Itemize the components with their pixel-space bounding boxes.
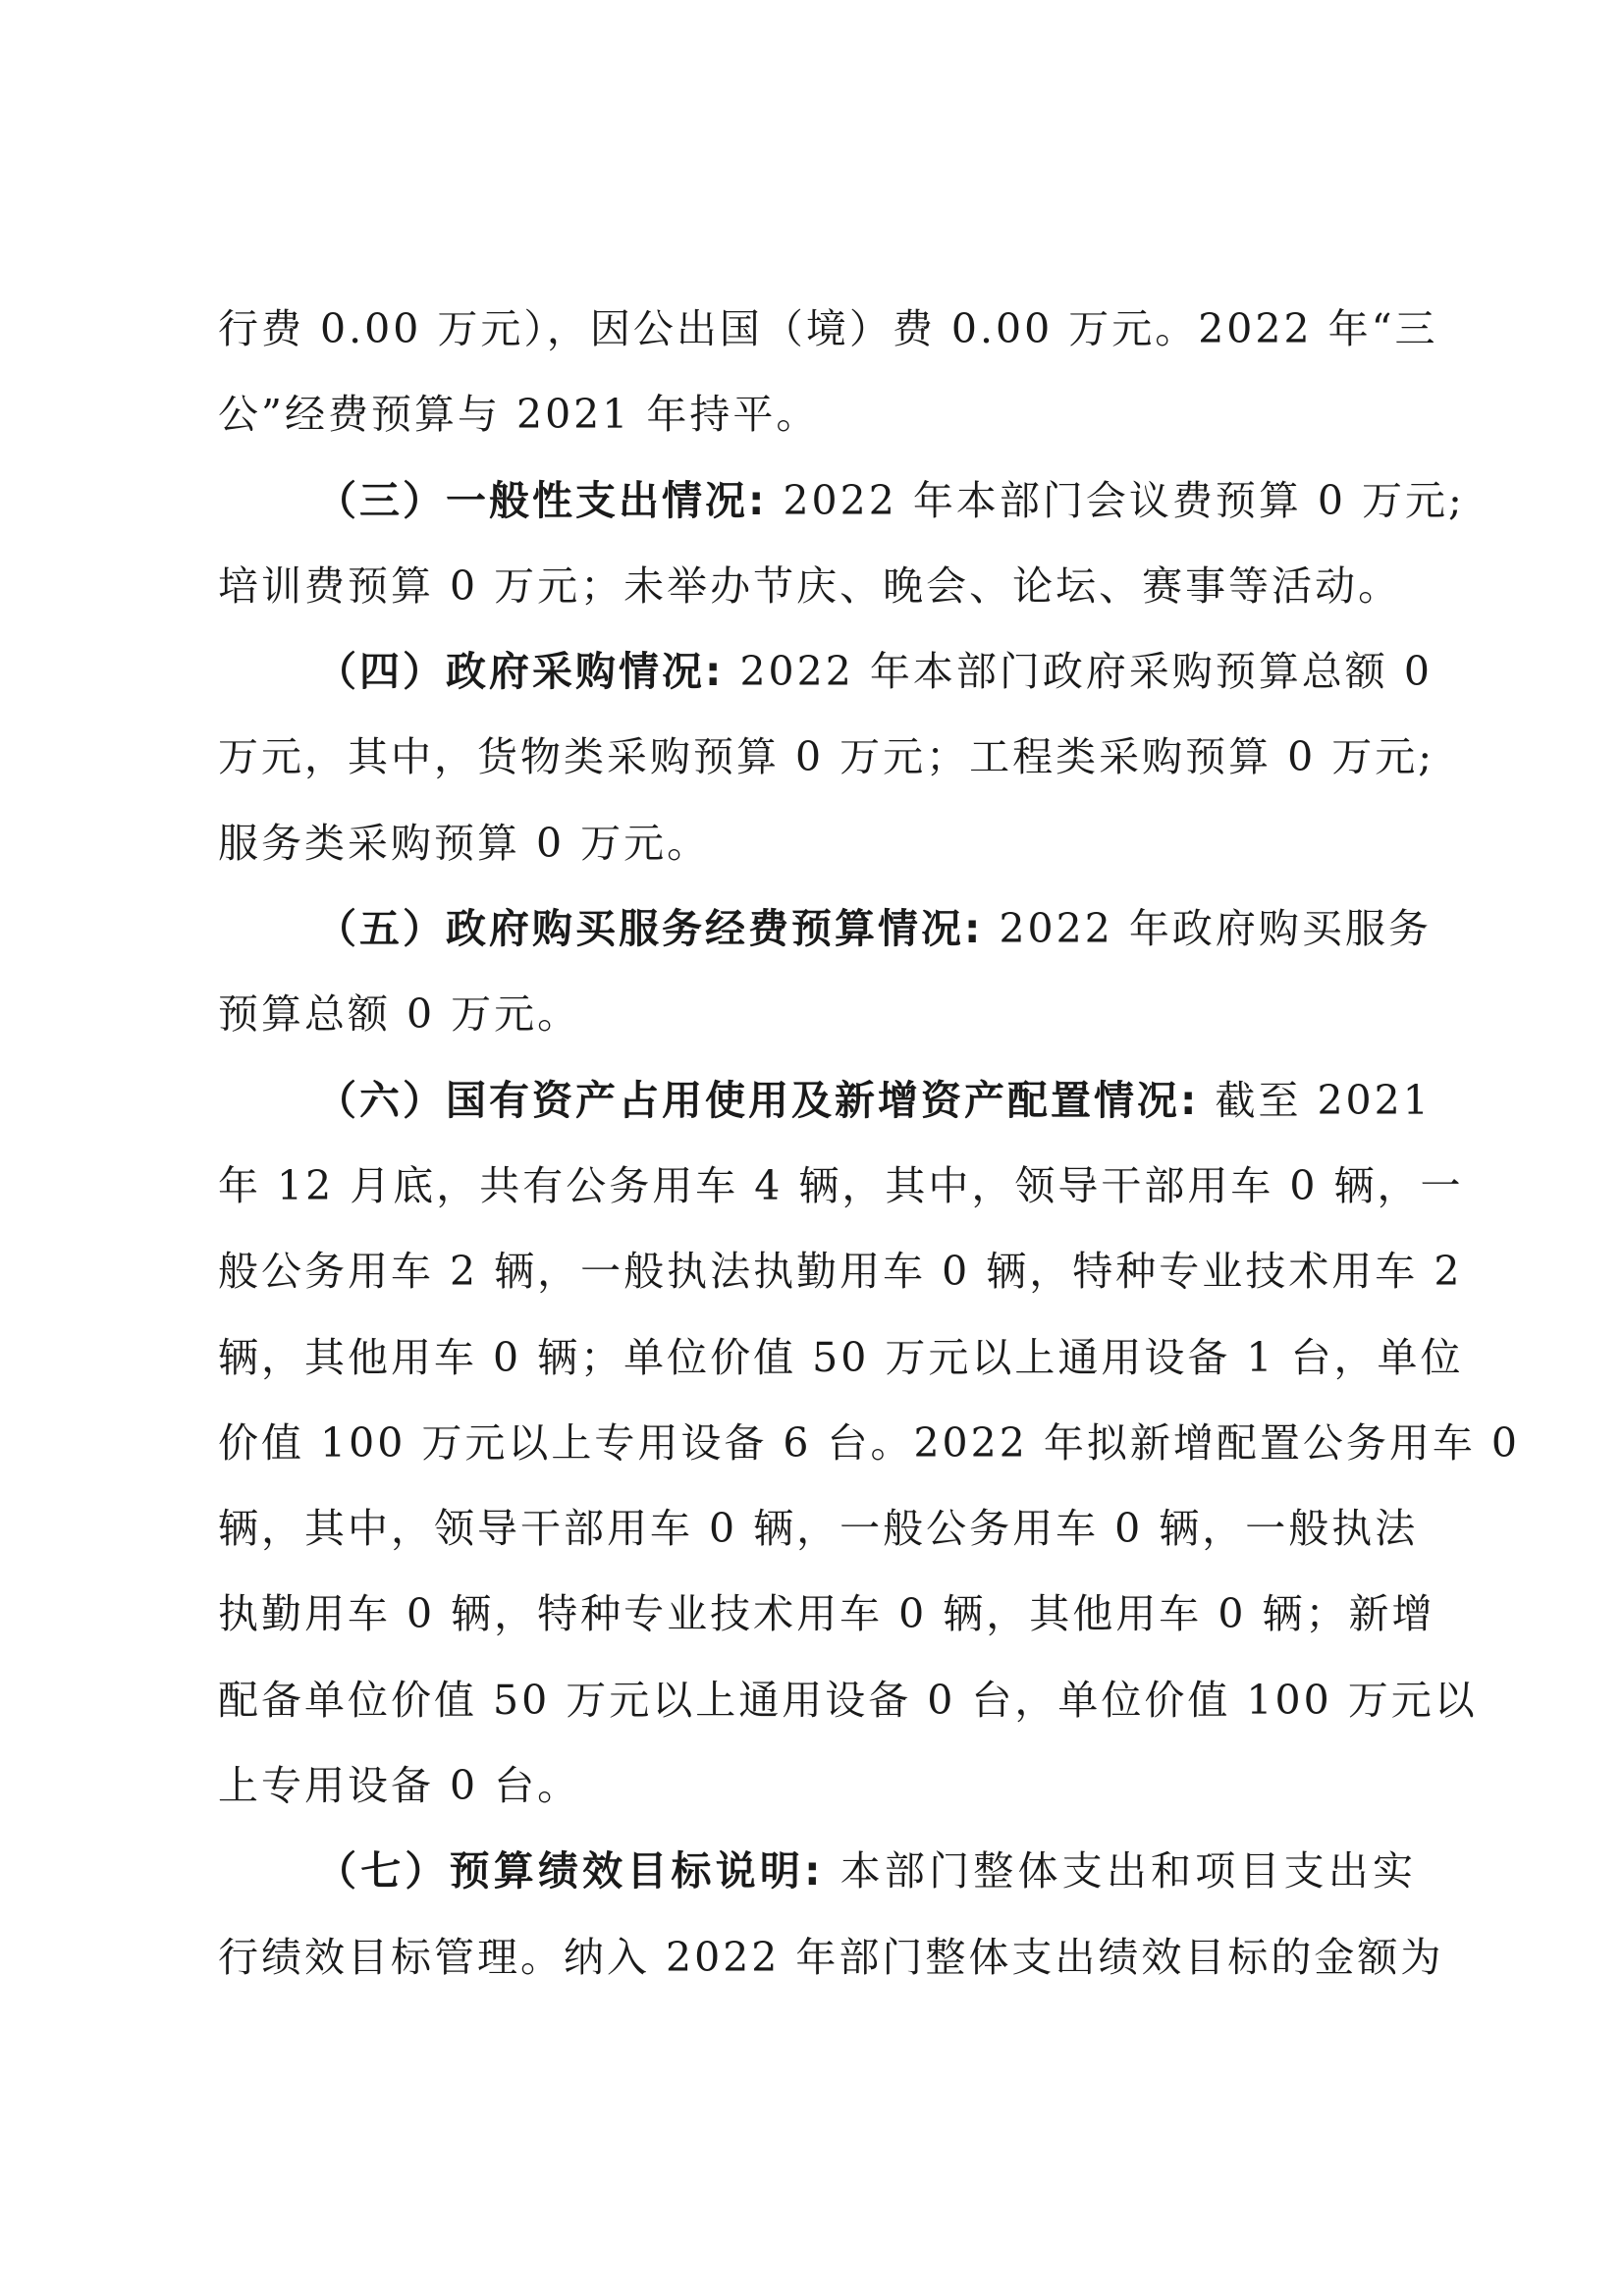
text-line: 服务类采购预算 0 万元。 bbox=[218, 819, 711, 867]
text-segment: 2022 年本部门政府采购预算总额 0 bbox=[724, 648, 1433, 696]
text-line: 年 12 月底，共有公务用车 4 辆，其中，领导干部用车 0 辆，一 bbox=[218, 1161, 1464, 1209]
text-line: 公”经费预算与 2021 年持平。 bbox=[218, 391, 820, 439]
text-line: 配备单位价值 50 万元以上通用设备 0 台，单位价值 100 万元以 bbox=[218, 1676, 1478, 1724]
section-heading: （四）政府采购情况: bbox=[316, 648, 725, 696]
paragraph-three-public-expenses bbox=[218, 287, 1438, 458]
text-line: 万元，其中，货物类采购预算 0 万元；工程类采购预算 0 万元; bbox=[218, 733, 1435, 781]
text-line: 行费 0.00 万元），因公出国（境）费 0.00 万元。2022 年“三 bbox=[218, 305, 1438, 352]
text-line bbox=[218, 886, 1432, 972]
text-line: 上专用设备 0 台。 bbox=[218, 1762, 581, 1810]
text-line: 般公务用车 2 辆，一般执法执勤用车 0 辆，特种专业技术用车 2 bbox=[218, 1248, 1463, 1296]
text-line bbox=[218, 629, 1433, 715]
paragraph-state-assets bbox=[218, 1058, 1520, 1830]
section-heading: （六）国有资产占用使用及新增资产配置情况: bbox=[316, 1076, 1200, 1124]
text-line: 辆，其他用车 0 辆；单位价值 50 万元以上通用设备 1 台，单位 bbox=[218, 1333, 1464, 1381]
text-line: 执勤用车 0 辆，特种专业技术用车 0 辆，其他用车 0 辆；新增 bbox=[218, 1590, 1435, 1638]
text-line: 预算总额 0 万元。 bbox=[218, 990, 581, 1039]
text-line: 辆，其中，领导干部用车 0 辆，一般公务用车 0 辆，一般执法 bbox=[218, 1505, 1419, 1553]
paragraph-performance-targets bbox=[218, 1829, 1444, 2001]
section-heading: （七）预算绩效目标说明: bbox=[316, 1847, 824, 1896]
section-heading: （五）政府购买服务经费预算情况: bbox=[316, 905, 984, 953]
paragraph-government-procurement bbox=[218, 629, 1435, 886]
paragraph-general-expenditure bbox=[218, 458, 1465, 630]
paragraph-purchased-services bbox=[218, 886, 1432, 1058]
text-segment: 2022 年本部门会议费预算 0 万元; bbox=[767, 476, 1465, 524]
text-line: 培训费预算 0 万元；未举办节庆、晚会、论坛、赛事等活动。 bbox=[218, 561, 1402, 610]
text-line: 价值 100 万元以上专用设备 6 台。2022 年拟新增配置公务用车 0 bbox=[218, 1418, 1520, 1467]
text-segment: 截至 2021 bbox=[1199, 1076, 1432, 1124]
text-segment: 本部门整体支出和项目支出实 bbox=[823, 1847, 1416, 1896]
document-page bbox=[218, 287, 1520, 2001]
text-line bbox=[218, 1058, 1432, 1144]
text-segment: 2022 年政府购买服务 bbox=[983, 905, 1432, 953]
text-line bbox=[218, 1829, 1416, 1914]
text-line bbox=[218, 458, 1465, 544]
text-line: 行绩效目标管理。纳入 2022 年部门整体支出绩效目标的金额为 bbox=[218, 1933, 1444, 1981]
section-heading: （三）一般性支出情况: bbox=[316, 476, 768, 524]
